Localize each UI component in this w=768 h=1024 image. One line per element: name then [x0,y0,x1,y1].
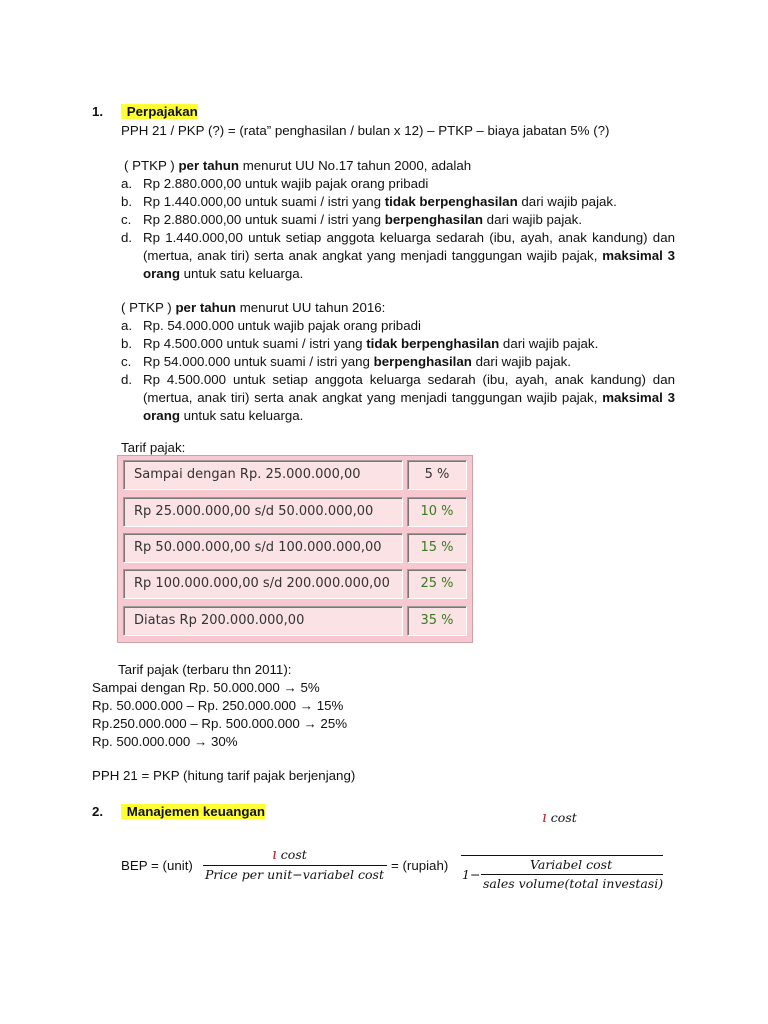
section-2-title: Manajemen keuangan [121,804,265,819]
section-2-number: 2. [92,804,104,819]
fixed-cost-numerator: ı cost [272,845,307,863]
tarif-rate: 25 % [407,569,467,599]
list-item: a. Rp 2.880.000,00 untuk wajib pajak orang pribadi [121,176,429,191]
table-row [123,460,467,490]
list-item: d. [121,230,133,245]
tarif-2011-line: Rp. 500.000.000 → 30% [92,734,238,749]
table-row [123,606,467,636]
table-row [123,533,467,563]
tarif-range: Rp 50.000.000,00 s/d 100.000.000,00 [123,533,403,563]
list-item: b. Rp 1.440.000,00 untuk suami / istri yang tidak berpenghasilan dari wajib pajak. [121,194,617,209]
list-item: c. Rp 54.000.000 untuk suami / istri yang berpenghasilan dari wajib pajak. [121,354,571,369]
list-item-text: Rp 4.500.000 untuk setiap anggota keluarga sedarah (ibu, ayah, anak kandung) dan (mertua, anak tiri) serta anak angkat yang menjadi tanggungan wajib pajak, maksimal 3 orang untuk satu keluarga. [143,372,675,423]
tarif-rate: 35 % [407,606,467,636]
tarif-range: Rp 100.000.000,00 s/d 200.000.000,00 [123,569,403,599]
tarif-2011-label: Tarif pajak (terbaru thn 2011): [118,662,292,677]
tarif-label: Tarif pajak: [121,440,186,455]
one-minus: 1− [462,867,481,882]
bep-rupiah-label: = (rupiah) [391,858,449,873]
fixed-cost-numerator-2: ı cost [542,808,577,826]
tarif-rate: 5 % [407,460,467,490]
list-item: b. Rp 4.500.000 untuk suami / istri yang tidak berpenghasilan dari wajib pajak. [121,336,599,351]
list-item: d. [121,372,133,387]
list-item: a. Rp. 54.000.000 untuk wajib pajak orang pribadi [121,318,421,333]
unit-denominator: Price per unit−variabel cost [205,867,384,882]
tarif-rate: 15 % [407,533,467,563]
tarif-2011-line: Rp.250.000.000 – Rp. 500.000.000 → 25% [92,716,348,731]
tarif-table [117,455,473,643]
table-row [123,497,467,527]
pph21-formula: PPH 21 / PKP (?) = (rata” penghasilan / bulan x 12) – PTKP – biaya jabatan 5% (?) [121,123,610,138]
table-row [123,569,467,599]
list-item-text: Rp 1.440.000,00 untuk setiap anggota keluarga sedarah (ibu, ayah, anak kandung) dan (mertua, anak tiri) serta anak angkat yang menjadi tanggungan wajib pajak, maksimal 3 orang untuk satu keluarga. [143,230,675,281]
pph21-note: PPH 21 = PKP (hitung tarif pajak berjenjang) [92,768,356,783]
variabel-cost: Variabel cost [530,857,613,872]
tarif-range: Rp 25.000.000,00 s/d 50.000.000,00 [123,497,403,527]
section-1-number: 1. [92,104,104,119]
tarif-2011-line: Sampai dengan Rp. 50.000.000 → 5% [92,680,320,695]
tarif-range: Sampai dengan Rp. 25.000.000,00 [123,460,403,490]
ptkp-2016-intro: ( PTKP ) per tahun menurut UU tahun 2016: [121,300,386,315]
tarif-rate: 10 % [407,497,467,527]
sales-volume: sales volume(total investasi) [483,876,664,891]
section-2-heading [92,803,265,821]
tarif-2011-line: Rp. 50.000.000 – Rp. 250.000.000 → 15% [92,698,344,713]
section-1-heading [92,103,198,121]
ptkp-2000-intro: ( PTKP ) per tahun menurut UU No.17 tahun 2000, adalah [124,158,472,173]
section-1-title: Perpajakan [121,104,198,119]
bep-unit-label: BEP = (unit) [121,858,193,873]
tarif-range: Diatas Rp 200.000.000,00 [123,606,403,636]
list-item: c. Rp 2.880.000,00 untuk suami / istri yang berpenghasilan dari wajib pajak. [121,212,583,227]
